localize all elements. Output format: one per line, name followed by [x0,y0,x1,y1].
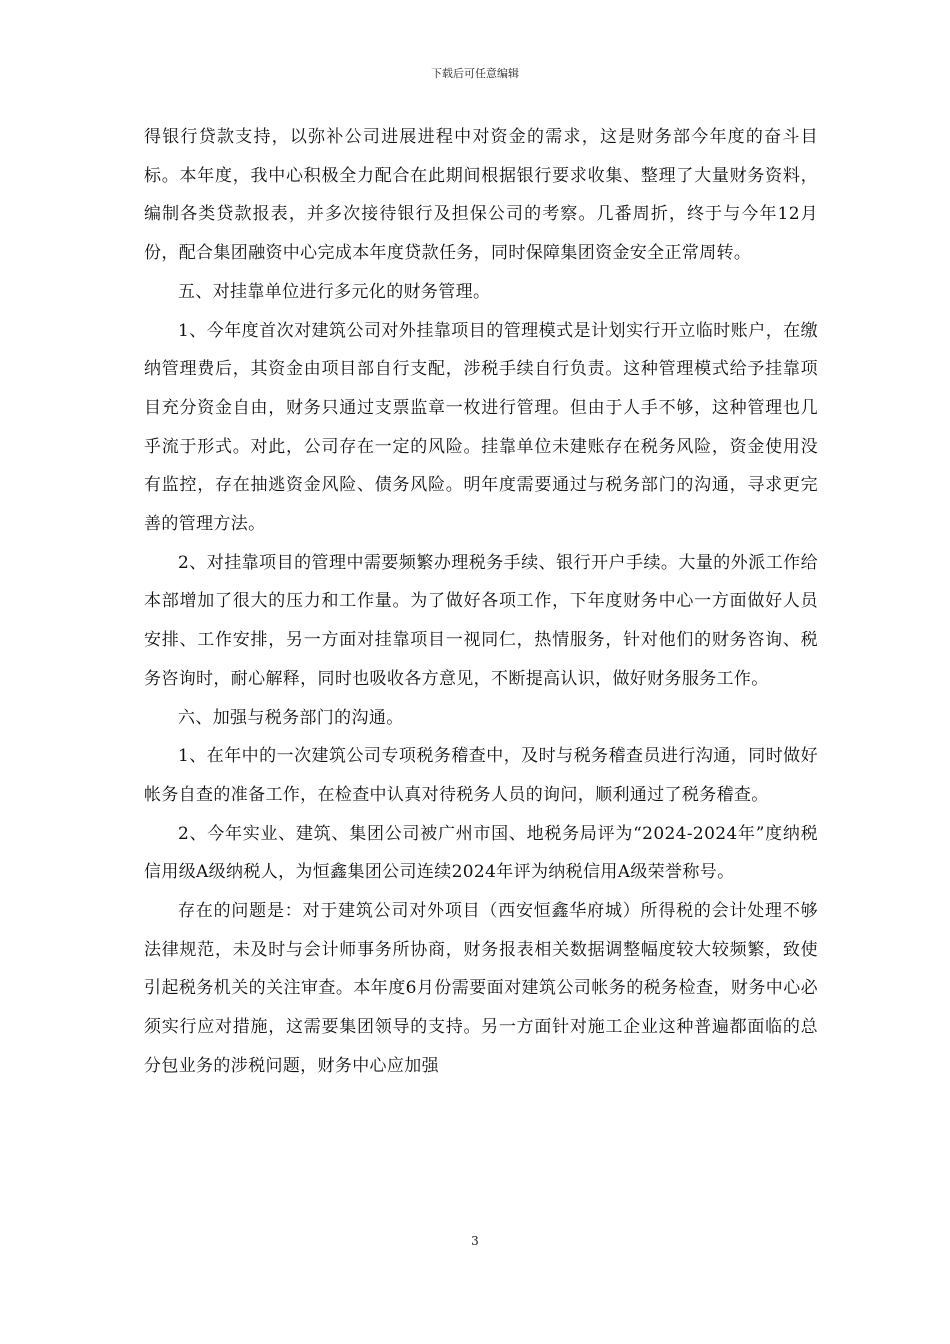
page-header: 下载后可任意编辑 [431,67,519,80]
paragraph-6-1: 1、在年中的一次建筑公司专项税务稽查中，及时与税务稽查员进行沟通，同时做好帐务自查的准备工作，在检查中认真对待税务人员的询问，顺利通过了税务稽查。 [144,746,818,805]
paragraph-5-2: 2、对挂靠项目的管理中需要频繁办理税务手续、银行开户手续。大量的外派工作给本部增加了很大的压力和工作量。为了做好各项工作，下年度财务中心一方面做好人员安排、工作安排，另一方面对挂靠项目一视同仁，热情服务，针对他们的财务咨询、税务咨询时，耐心解释，同时也吸收各方意见，不断提高认识，做好财务服务工作。 [144,552,818,689]
section-heading-6: 六、加强与税务部门的沟通。 [178,707,404,728]
document-body [144,118,818,1086]
section-heading-5: 五、对挂靠单位进行多元化的财务管理。 [178,281,491,302]
paragraph-problems: 存在的问题是：对于建筑公司对外项目（西安恒鑫华府城）所得税的会计处理不够法律规范，未及时与会计师事务所协商，财务报表相关数据调整幅度较大较频繁，致使引起税务机关的关注审查。本年度6月份需要面对建筑公司帐务的税务检查，财务中心必须实行应对措施，这需要集团领导的支持。另一方面针对施工企业这种普遍都面临的总分包业务的涉税问题，财务中心应加强 [144,901,818,1076]
page-number: 3 [471,1234,479,1248]
paragraph-1: 得银行贷款支持，以弥补公司进展进程中对资金的需求，这是财务部今年度的奋斗目标。本年度，我中心积极全力配合在此期间根据银行要求收集、整理了大量财务资料，编制各类贷款报表，并多次接待银行及担保公司的考察。几番周折，终于与今年12月份，配合集团融资中心完成本年度贷款任务，同时保障集团资金安全正常周转。 [144,127,818,264]
paragraph-6-2: 2、今年实业、建筑、集团公司被广州市国、地税务局评为“2024-2024年”度纳税信用级A级纳税人，为恒鑫集团公司连续2024年评为纳税信用A级荣誉称号。 [144,823,818,883]
paragraph-5-1: 1、今年度首次对建筑公司对外挂靠项目的管理模式是计划实行开立临时账户，在缴纳管理费后，其资金由项目部自行支配，涉税手续自行负责。这种管理模式给予挂靠项目充分资金自由，财务只通过支票监章一枚进行管理。但由于人手不够，这种管理也几乎流于形式。对此，公司存在一定的风险。挂靠单位未建账存在税务风险，资金使用没有监控，存在抽逃资金风险、债务风险。明年度需要通过与税务部门的沟通，寻求更完善的管理方法。 [144,320,818,535]
